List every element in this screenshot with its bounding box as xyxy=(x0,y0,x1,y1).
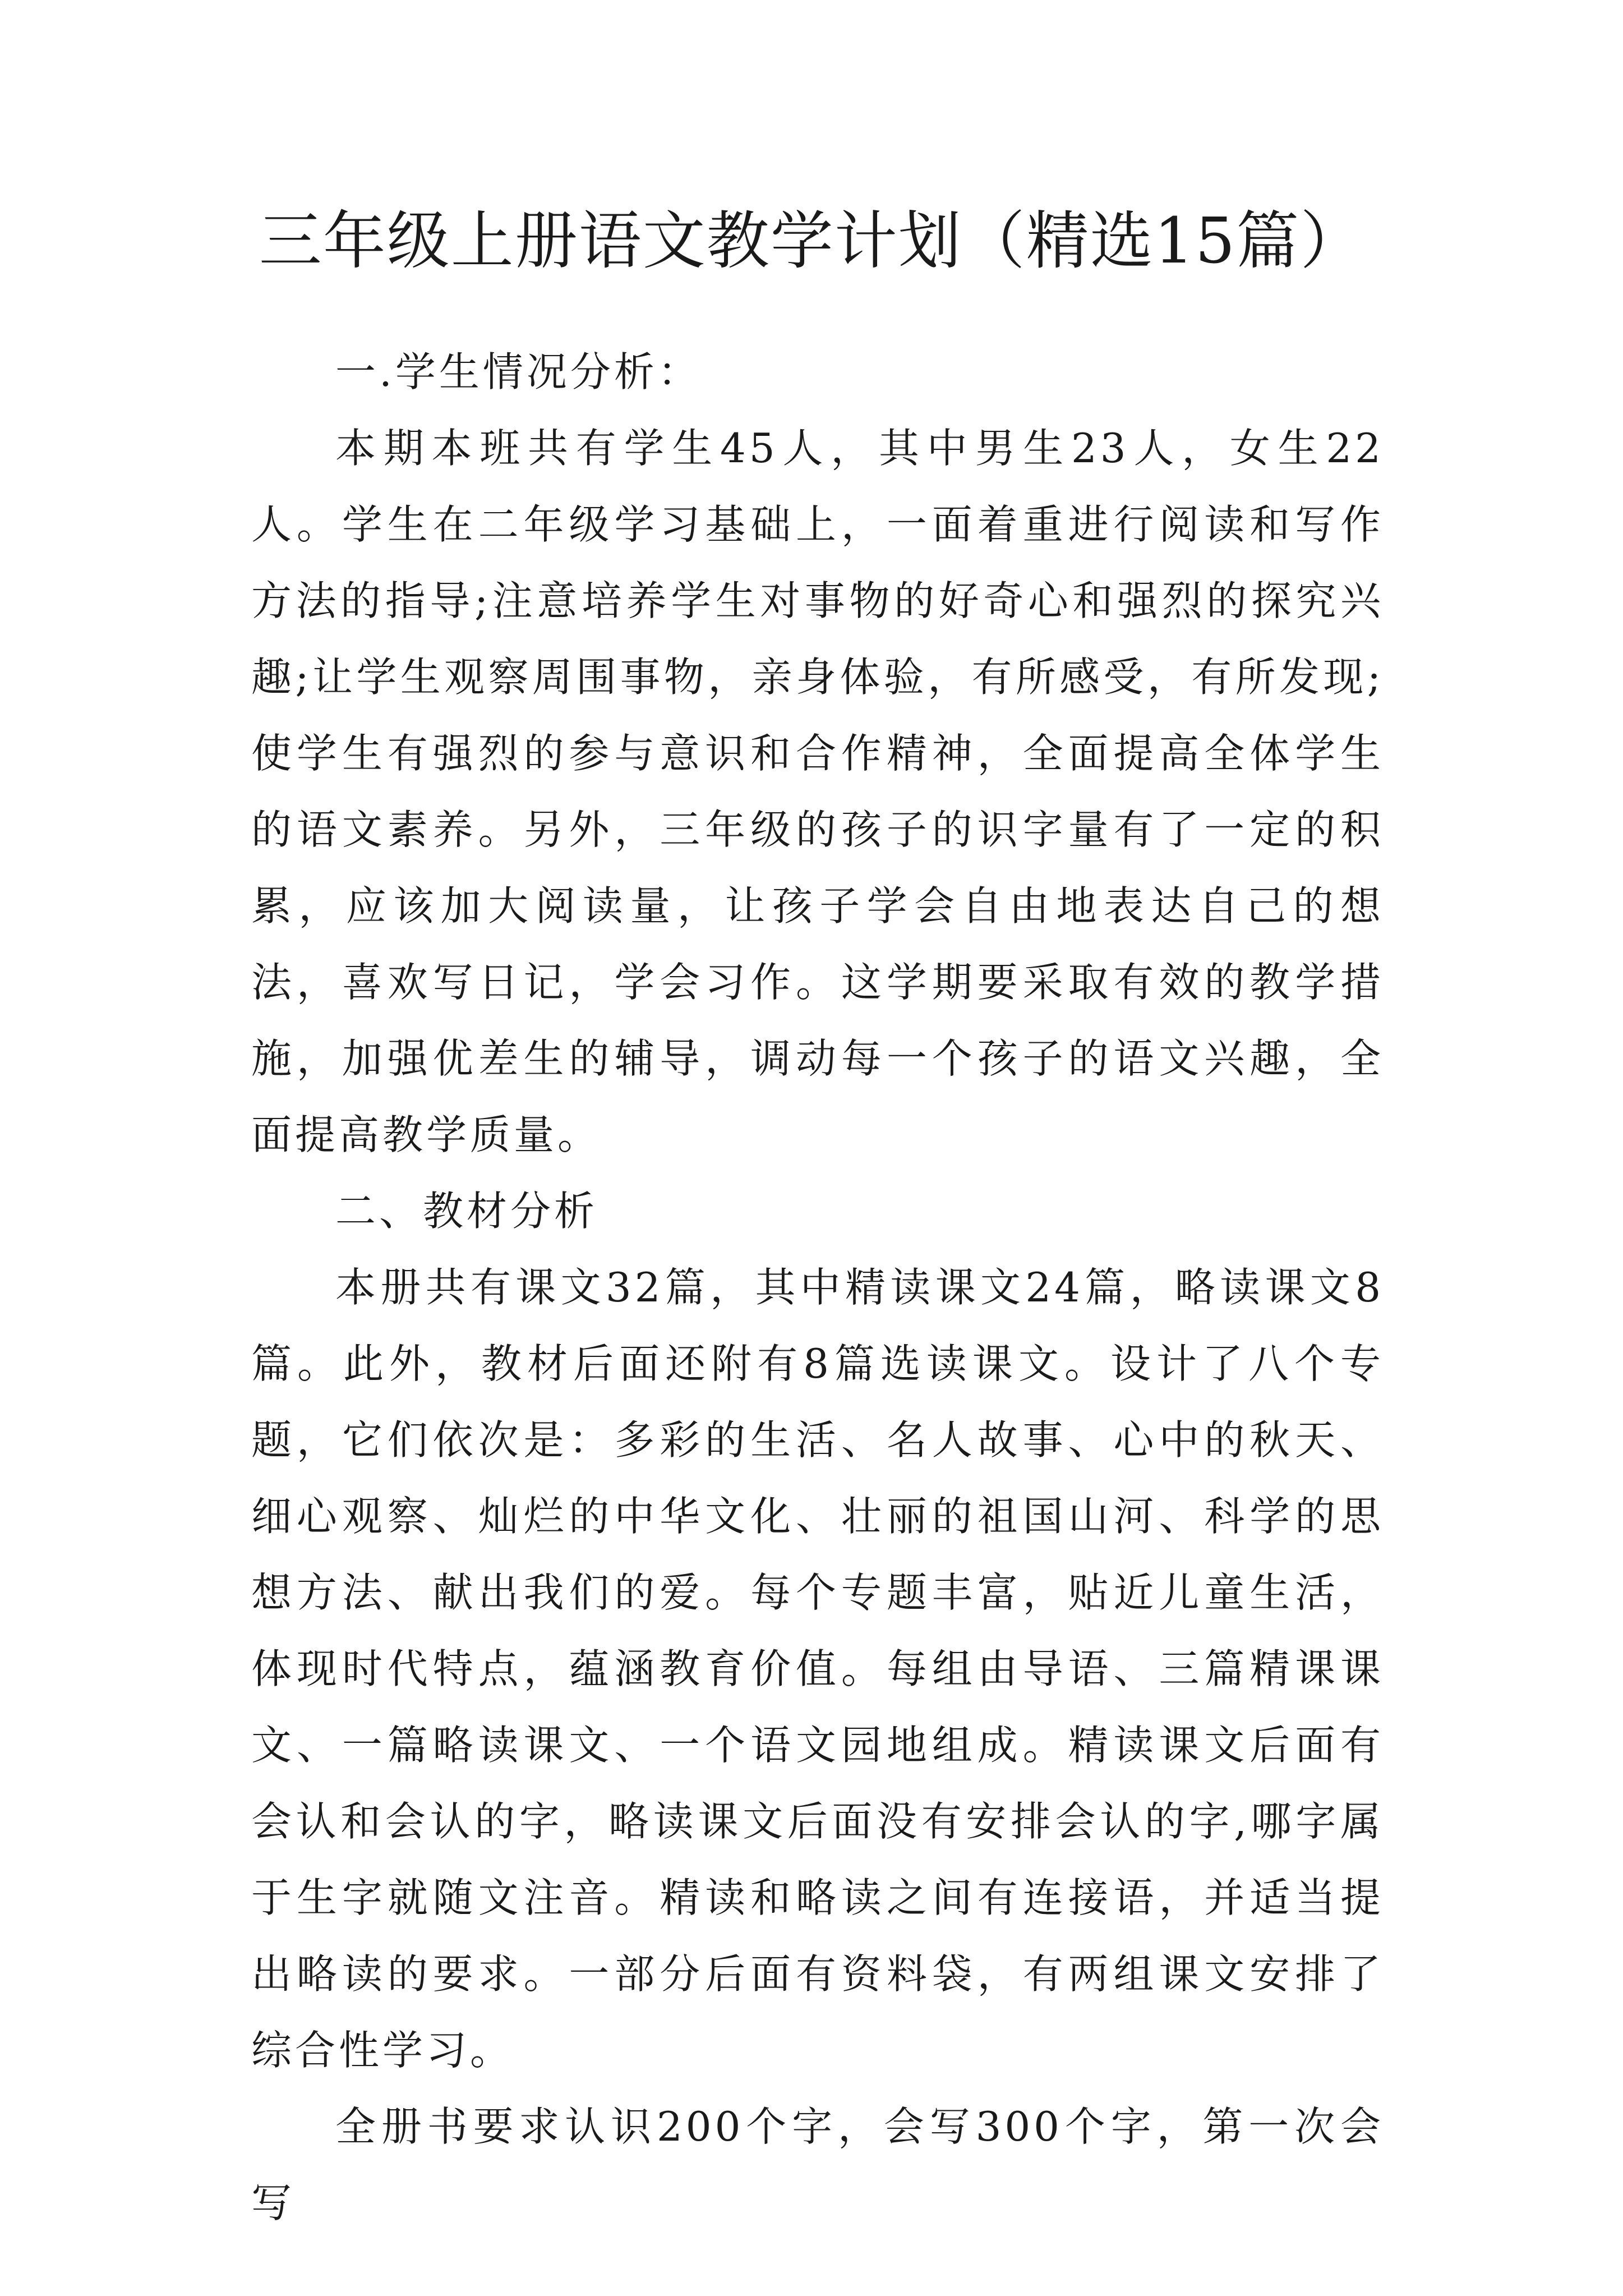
document-title: 三年级上册语文教学计划（精选15篇） xyxy=(259,205,1364,278)
section-heading-textbook-analysis: 二、教材分析 xyxy=(335,1188,598,1235)
paragraph-character-requirements: 全册书要求认识200个字，会写300个字，第一次会写 xyxy=(251,2103,1384,2226)
document-body xyxy=(251,334,1384,2241)
paragraph-textbook-analysis: 本册共有课文32篇，其中精读课文24篇，略读课文8篇。此外，教材后面还附有8篇选读课文。设计了八个专题，它们依次是：多彩的生活、名人故事、心中的秋天、细心观察、灿烂的中华文化、壮丽的祖国山河、科学的思想方法、献出我们的爱。每个专题丰富，贴近儿童生活，体现时代特点，蕴涵教育价值。每组由导语、三篇精课课文、一篇略读课文、一个语文园地组成。精读课文后面有会认和会认的字，略读课文后面没有安排会认的字,哪字属于生字就随文注音。精读和略读之间有连接语，并适当提出略读的要求。一部分后面有资料袋，有两组课文安排了综合性学习。 xyxy=(251,1264,1384,2074)
paragraph-student-analysis: 本期本班共有学生45人，其中男生23人，女生22人。学生在二年级学习基础上，一面着重进行阅读和写作方法的指导;注意培养学生对事物的好奇心和强烈的探究兴趣;让学生观察周围事物，亲身体验，有所感受，有所发现;使学生有强烈的参与意识和合作精神，全面提高全体学生的语文素养。另外，三年级的孩子的识字量有了一定的积累，应该加大阅读量，让孩子学会自由地表达自己的想法，喜欢写日记，学会习作。这学期要采取有效的教学措施，加强优差生的辅导，调动每一个孩子的语文兴趣，全面提高教学质量。 xyxy=(251,425,1384,1158)
section-heading-student-analysis: 一.学生情况分析： xyxy=(335,348,702,395)
